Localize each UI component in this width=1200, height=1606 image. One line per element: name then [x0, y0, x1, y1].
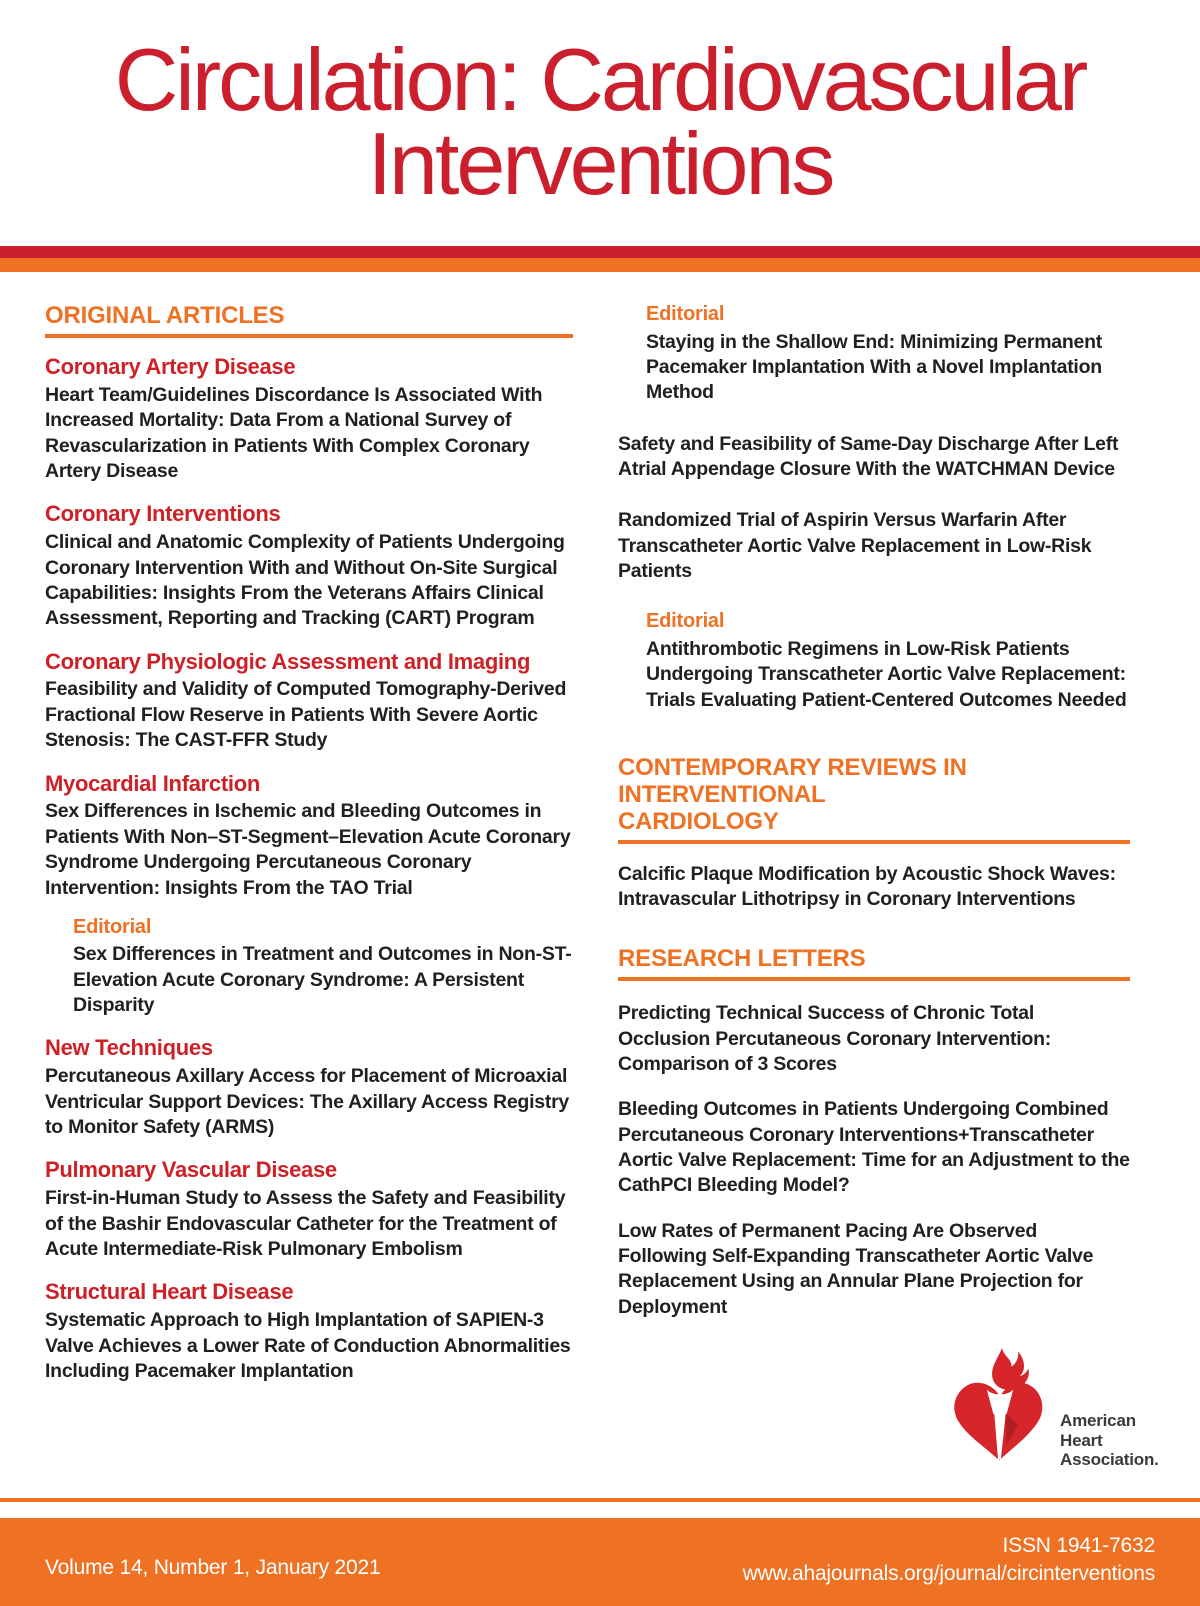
article-block-myocardial-infarction — [45, 771, 573, 1019]
journal-title — [0, 30, 1200, 214]
journal-title-line1: Circulation: Cardiovascular — [114, 30, 1086, 129]
red-divider-bar — [0, 246, 1200, 258]
category-heading: Coronary Interventions — [45, 501, 281, 527]
heart-torch-icon — [948, 1344, 1052, 1486]
footer-issn: ISSN 1941-7632 — [1002, 1534, 1155, 1557]
category-heading: Pulmonary Vascular Disease — [45, 1157, 337, 1183]
research-letter-title: Bleeding Outcomes in Patients Undergoing Combined Percutaneous Coronary Interventions+Transcatheter Aortic Valve Replacement: Time for an Adjustment to the CathPCI Bleeding Model? — [618, 1098, 1130, 1197]
article-title: Heart Team/Guidelines Discordance Is Associated With Increased Mortality: Data From a National Survey of Revascularization in Patients With Complex Coronary Artery Disease — [45, 383, 543, 482]
aha-logo-text — [1060, 1411, 1159, 1486]
left-column — [45, 303, 573, 1401]
article-title: Percutaneous Axillary Access for Placement of Microaxial Ventricular Support Devices: The Axillary Access Registry to Monitor Safety (ARMS) — [45, 1065, 570, 1139]
editorial-block — [646, 610, 1130, 713]
research-letter-title: Predicting Technical Success of Chronic Total Occlusion Percutaneous Coronary Intervention: Comparison of 3 Scores — [618, 1002, 1052, 1075]
article-block-structural-heart — [45, 1279, 573, 1384]
category-heading: Myocardial Infarction — [45, 770, 260, 796]
editorial-label: Editorial — [646, 303, 725, 325]
article-title: Systematic Approach to High Implantation of SAPIEN-3 Valve Achieves a Lower Rate of Conduction Abnormalities Including Pacemaker Implantation — [45, 1309, 571, 1383]
aha-logo-line2: Heart — [1060, 1430, 1103, 1450]
article-title: Sex Differences in Ischemic and Bleeding Outcomes in Patients With Non–ST-Segment–Elevation Acute Coronary Syndrome Undergoing Percutaneous Coronary Intervention: Insights From the TAO Trial — [45, 800, 571, 899]
article-title: Calcific Plaque Modification by Acoustic Shock Waves: Intravascular Lithotripsy in Coronary Interventions — [618, 862, 1116, 910]
article-title: Safety and Feasibility of Same-Day Discharge After Left Atrial Appendage Closure With the WATCHMAN Device — [618, 432, 1119, 480]
editorial-label: Editorial — [646, 610, 725, 633]
journal-title-line2: Interventions — [367, 114, 833, 214]
aha-logo-line3: Association. — [1060, 1450, 1159, 1470]
masthead — [0, 30, 1200, 214]
footer-url: www.ahajournals.org/journal/circinterventions — [742, 1561, 1155, 1585]
category-heading: Structural Heart Disease — [45, 1279, 294, 1305]
article-block-coronary-physiologic — [45, 649, 573, 754]
article-title: Clinical and Anatomic Complexity of Patients Undergoing Coronary Intervention With and Without On-Site Surgical Capabilities: Insights From the Veterans Affairs Clinical Assessment, Reporting and Tracking (CART) Program — [45, 531, 565, 630]
editorial-title: Staying in the Shallow End: Minimizing Permanent Pacemaker Implantation With a Novel Implantation Method — [646, 330, 1103, 404]
footer-orange-rule — [0, 1498, 1200, 1502]
article-block-new-techniques — [45, 1035, 573, 1140]
editorial-title: Sex Differences in Treatment and Outcomes in Non-ST-Elevation Acute Coronary Syndrome: A Persistent Disparity — [73, 943, 572, 1017]
article-title: Feasibility and Validity of Computed Tomography-Derived Fractional Flow Reserve in Patients With Severe Aortic Stenosis: The CAST-FFR Study — [45, 678, 567, 752]
article-block-coronary-artery-disease — [45, 354, 573, 484]
editorial-title: Antithrombotic Regimens in Low-Risk Patients Undergoing Transcatheter Aortic Valve Replacement: Trials Evaluating Patient-Centered Outcomes Needed — [646, 637, 1127, 711]
article-block-coronary-interventions — [45, 501, 573, 631]
category-heading: Coronary Physiologic Assessment and Imaging — [45, 648, 531, 674]
aha-logo-line1: American — [1060, 1410, 1136, 1430]
orange-divider-bar — [0, 258, 1200, 272]
category-heading: Coronary Artery Disease — [45, 353, 296, 379]
article-title: Randomized Trial of Aspirin Versus Warfarin After Transcatheter Aortic Valve Replacement in Low-Risk Patients — [618, 509, 1092, 582]
article-title: First-in-Human Study to Assess the Safety and Feasibility of the Bashir Endovascular Catheter for the Treatment of Acute Intermediate-Risk Pulmonary Embolism — [45, 1187, 566, 1261]
section-heading-contemporary-reviews — [618, 755, 1130, 844]
footer-bar — [0, 1518, 1200, 1606]
category-heading: New Techniques — [45, 1035, 213, 1061]
editorial-block — [646, 303, 1130, 406]
section-heading-line2: CARDIOLOGY — [618, 807, 779, 835]
article-block-pulmonary-vascular — [45, 1157, 573, 1262]
right-column — [618, 303, 1130, 1320]
footer-volume-info: Volume 14, Number 1, January 2021 — [45, 1556, 381, 1579]
section-heading-original-articles: ORIGINAL ARTICLES — [45, 303, 573, 338]
research-letter-title: Low Rates of Permanent Pacing Are Observed Following Self-Expanding Transcatheter Aortic Valve Replacement Using an Annular Plane Projection for Deployment — [618, 1219, 1094, 1318]
editorial-block — [73, 916, 573, 1019]
aha-logo — [948, 1344, 1160, 1486]
section-heading-line1: CONTEMPORARY REVIEWS IN INTERVENTIONAL — [618, 753, 967, 808]
section-heading-research-letters: RESEARCH LETTERS — [618, 946, 1130, 981]
footer-issn-url — [743, 1532, 1155, 1588]
editorial-label: Editorial — [73, 915, 152, 938]
